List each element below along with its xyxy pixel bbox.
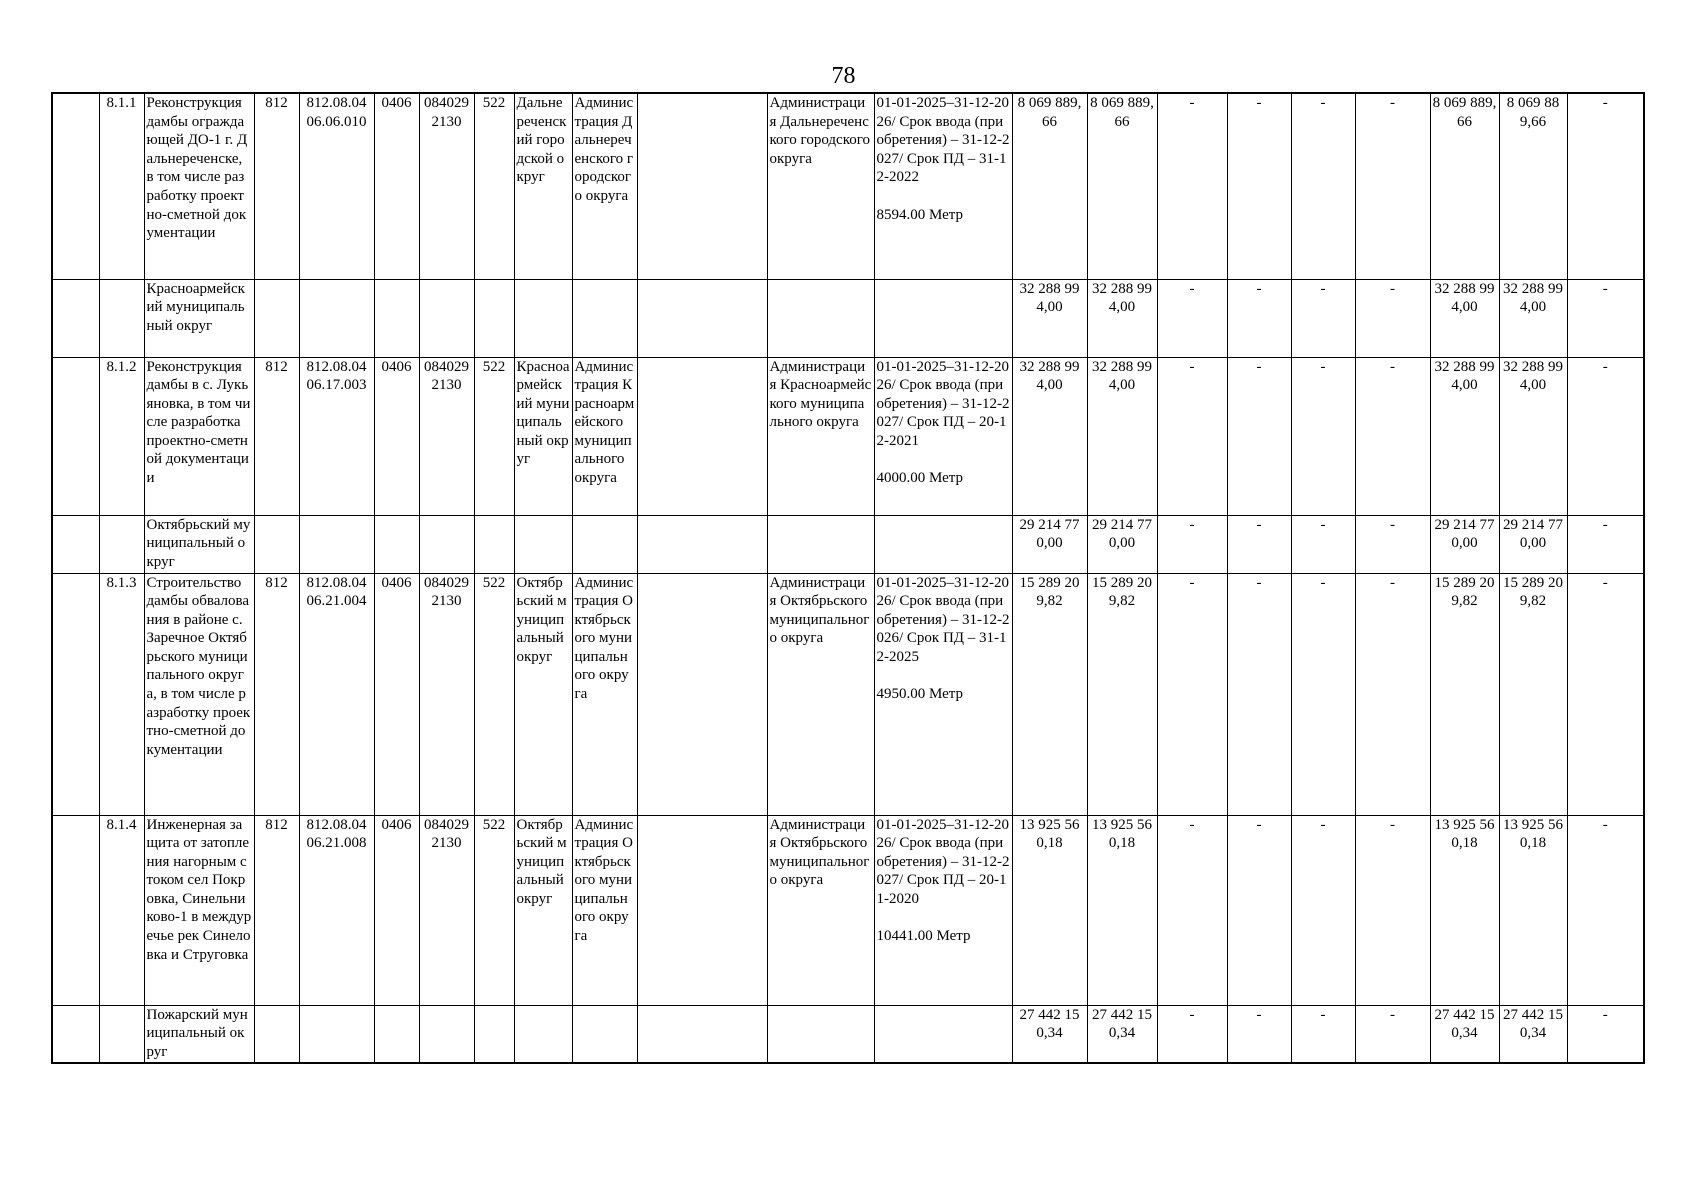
program-code: 812.08.04 06.17.003 [299,357,374,515]
customer: Администрация Октябрьского муниципального округа [572,815,637,1005]
amount-col-16: - [1227,357,1291,515]
gbs-code: 812 [254,573,299,815]
empty-cell [637,1005,767,1063]
amount-total: 29 214 770,00 [1012,515,1087,573]
amount-col-17: - [1291,573,1355,815]
amount-col-18: - [1355,279,1430,357]
empty-cell [514,279,572,357]
amount-2025: 8 069 889,66 [1087,93,1157,279]
amount-col-17: - [1291,1005,1355,1063]
terms-dates: 01-01-2025–31-12-2026/ Срок ввода (приобретения) – 31-12-2027/ Срок ПД – 20-11-2020 [876,816,1010,907]
empty-cell [767,279,874,357]
amount-total: 32 288 994,00 [1012,279,1087,357]
capacity: 4000.00 Метр [876,470,964,487]
empty-cell [374,515,419,573]
amount-total: 13 925 560,18 [1012,815,1087,1005]
empty-cell [474,1005,514,1063]
empty-cell [419,1005,474,1063]
empty-cell [874,279,1012,357]
amount-2025: 32 288 994,00 [1087,279,1157,357]
amount-col-21: - [1567,573,1644,815]
amount-col-15: - [1157,573,1227,815]
empty-cell [299,515,374,573]
amount-col-16: - [1227,515,1291,573]
amount-col-17: - [1291,357,1355,515]
section-code: 0406 [374,357,419,515]
empty-cell [52,815,99,1005]
amount-col-21: - [1567,815,1644,1005]
amount-col-17: - [1291,93,1355,279]
item-name: Реконструкция дамбы в с. Лукьяновка, в том числе разработка проектно-сметной документации [144,357,254,515]
customer: Администрация Октябрьского муниципального округа [572,573,637,815]
empty-cell [474,279,514,357]
table-row [52,357,1644,515]
table-row [52,815,1644,1005]
amount-total: 32 288 994,00 [1012,357,1087,515]
item-name: Строительство дамбы обвалования в районе с. Заречное Октябрьского муниципального округа, в том числе разработку проектно-сметной документации [144,573,254,815]
territory: Красноармейский муниципальный округ [514,357,572,515]
empty-cell [514,515,572,573]
empty-cell [52,573,99,815]
amount-total: 27 442 150,34 [1012,1005,1087,1063]
territory: Октябрьский муниципальный округ [514,815,572,1005]
amount-2025: 27 442 150,34 [1087,1005,1157,1063]
amount-col-21: - [1567,279,1644,357]
amount-col-18: - [1355,93,1430,279]
customer: Администрация Дальнереченского городского округа [572,93,637,279]
amount-col-16: - [1227,815,1291,1005]
subtotal-row [52,279,1644,357]
amount-2025: 32 288 994,00 [1087,357,1157,515]
amount-col-19: 27 442 150,34 [1430,1005,1499,1063]
program-code: 812.08.04 06.06.010 [299,93,374,279]
amount-2025: 29 214 770,00 [1087,515,1157,573]
gbs-code: 812 [254,815,299,1005]
amount-col-17: - [1291,279,1355,357]
empty-cell [52,357,99,515]
amount-col-15: - [1157,515,1227,573]
item-name: Реконструкция дамбы ограждающей ДО-1 г. Дальнереченске, в том числе разработку проектно-сметной документации [144,93,254,279]
subtotal-row [52,1005,1644,1063]
empty-cell [254,1005,299,1063]
capacity: 8594.00 Метр [876,206,964,223]
empty-cell [637,279,767,357]
amount-col-18: - [1355,815,1430,1005]
amount-col-19: 32 288 994,00 [1430,279,1499,357]
empty-cell [767,515,874,573]
empty-cell [767,1005,874,1063]
target-code: 084029 2130 [419,573,474,815]
district-name: Пожарский муниципальный округ [144,1005,254,1063]
amount-col-16: - [1227,93,1291,279]
target-code: 084029 2130 [419,93,474,279]
empty-cell [419,279,474,357]
empty-cell [572,515,637,573]
amount-2025: 13 925 560,18 [1087,815,1157,1005]
empty-cell [637,573,767,815]
empty-cell [52,279,99,357]
amount-col-21: - [1567,357,1644,515]
empty-cell [254,515,299,573]
amount-col-16: - [1227,279,1291,357]
empty-cell [254,279,299,357]
empty-cell [99,279,144,357]
amount-col-15: - [1157,1005,1227,1063]
item-number: 8.1.1 [99,93,144,279]
expense-type: 522 [474,573,514,815]
empty-cell [299,1005,374,1063]
amount-col-21: - [1567,515,1644,573]
amount-col-19: 29 214 770,00 [1430,515,1499,573]
gbs-code: 812 [254,357,299,515]
empty-cell [637,515,767,573]
table-row [52,93,1644,279]
terms-cell [874,93,1012,279]
empty-cell [374,1005,419,1063]
terms-cell [874,573,1012,815]
amount-col-19: 32 288 994,00 [1430,357,1499,515]
expense-type: 522 [474,815,514,1005]
amount-col-15: - [1157,279,1227,357]
empty-cell [52,515,99,573]
capacity: 10441.00 Метр [876,928,971,945]
expense-type: 522 [474,93,514,279]
empty-cell [299,279,374,357]
amount-col-20: 29 214 770,00 [1499,515,1567,573]
executor: Администрация Октябрьского муниципального округа [767,573,874,815]
territory: Октябрьский муниципальный округ [514,573,572,815]
terms-cell [874,357,1012,515]
territory: Дальнереченский городской округ [514,93,572,279]
amount-col-17: - [1291,515,1355,573]
gbs-code: 812 [254,93,299,279]
amount-col-15: - [1157,815,1227,1005]
amount-col-16: - [1227,573,1291,815]
item-number: 8.1.2 [99,357,144,515]
amount-col-20: 32 288 994,00 [1499,279,1567,357]
amount-col-20: 15 289 209,82 [1499,573,1567,815]
empty-cell [572,279,637,357]
page-number: 78 [831,63,856,89]
program-code: 812.08.04 06.21.004 [299,573,374,815]
empty-cell [99,515,144,573]
executor: Администрация Красноармейского муниципального округа [767,357,874,515]
budget-table [51,92,1645,1064]
section-code: 0406 [374,573,419,815]
amount-col-15: - [1157,357,1227,515]
amount-2025: 15 289 209,82 [1087,573,1157,815]
empty-cell [637,93,767,279]
subtotal-row [52,515,1644,573]
empty-cell [874,515,1012,573]
amount-col-20: 13 925 560,18 [1499,815,1567,1005]
target-code: 084029 2130 [419,815,474,1005]
amount-col-15: - [1157,93,1227,279]
empty-cell [874,1005,1012,1063]
customer: Администрация Красноармейского муниципального округа [572,357,637,515]
empty-cell [637,357,767,515]
amount-col-21: - [1567,1005,1644,1063]
empty-cell [374,279,419,357]
amount-col-20: 32 288 994,00 [1499,357,1567,515]
empty-cell [419,515,474,573]
amount-col-17: - [1291,815,1355,1005]
terms-dates: 01-01-2025–31-12-2026/ Срок ввода (приобретения) – 31-12-2027/ Срок ПД – 31-12-2022 [876,95,1010,186]
capacity: 4950.00 Метр [876,686,964,703]
empty-cell [52,1005,99,1063]
terms-cell [874,815,1012,1005]
amount-col-18: - [1355,357,1430,515]
target-code: 084029 2130 [419,357,474,515]
empty-cell [572,1005,637,1063]
empty-cell [474,515,514,573]
amount-col-19: 8 069 889,66 [1430,93,1499,279]
amount-col-18: - [1355,515,1430,573]
district-name: Красноармейский муниципальный округ [144,279,254,357]
district-name: Октябрьский муниципальный округ [144,515,254,573]
table-row [52,573,1644,815]
empty-cell [52,93,99,279]
section-code: 0406 [374,815,419,1005]
amount-col-16: - [1227,1005,1291,1063]
amount-col-18: - [1355,1005,1430,1063]
terms-dates: 01-01-2025–31-12-2026/ Срок ввода (приобретения) – 31-12-2026/ Срок ПД – 31-12-2025 [876,574,1010,665]
executor: Администрация Дальнереченского городского округа [767,93,874,279]
item-number: 8.1.3 [99,573,144,815]
expense-type: 522 [474,357,514,515]
amount-total: 8 069 889,66 [1012,93,1087,279]
terms-dates: 01-01-2025–31-12-2026/ Срок ввода (приобретения) – 31-12-2027/ Срок ПД – 20-12-2021 [876,358,1010,449]
amount-total: 15 289 209,82 [1012,573,1087,815]
amount-col-20: 8 069 889,66 [1499,93,1567,279]
empty-cell [637,815,767,1005]
program-code: 812.08.04 06.21.008 [299,815,374,1005]
item-name: Инженерная защита от затопления нагорным стоком сел Покровка, Синельниково-1 в междуречье рек Синеловка и Струговка [144,815,254,1005]
executor: Администрация Октябрьского муниципального округа [767,815,874,1005]
amount-col-20: 27 442 150,34 [1499,1005,1567,1063]
amount-col-19: 13 925 560,18 [1430,815,1499,1005]
amount-col-19: 15 289 209,82 [1430,573,1499,815]
empty-cell [514,1005,572,1063]
amount-col-21: - [1567,93,1644,279]
section-code: 0406 [374,93,419,279]
amount-col-18: - [1355,573,1430,815]
empty-cell [99,1005,144,1063]
item-number: 8.1.4 [99,815,144,1005]
